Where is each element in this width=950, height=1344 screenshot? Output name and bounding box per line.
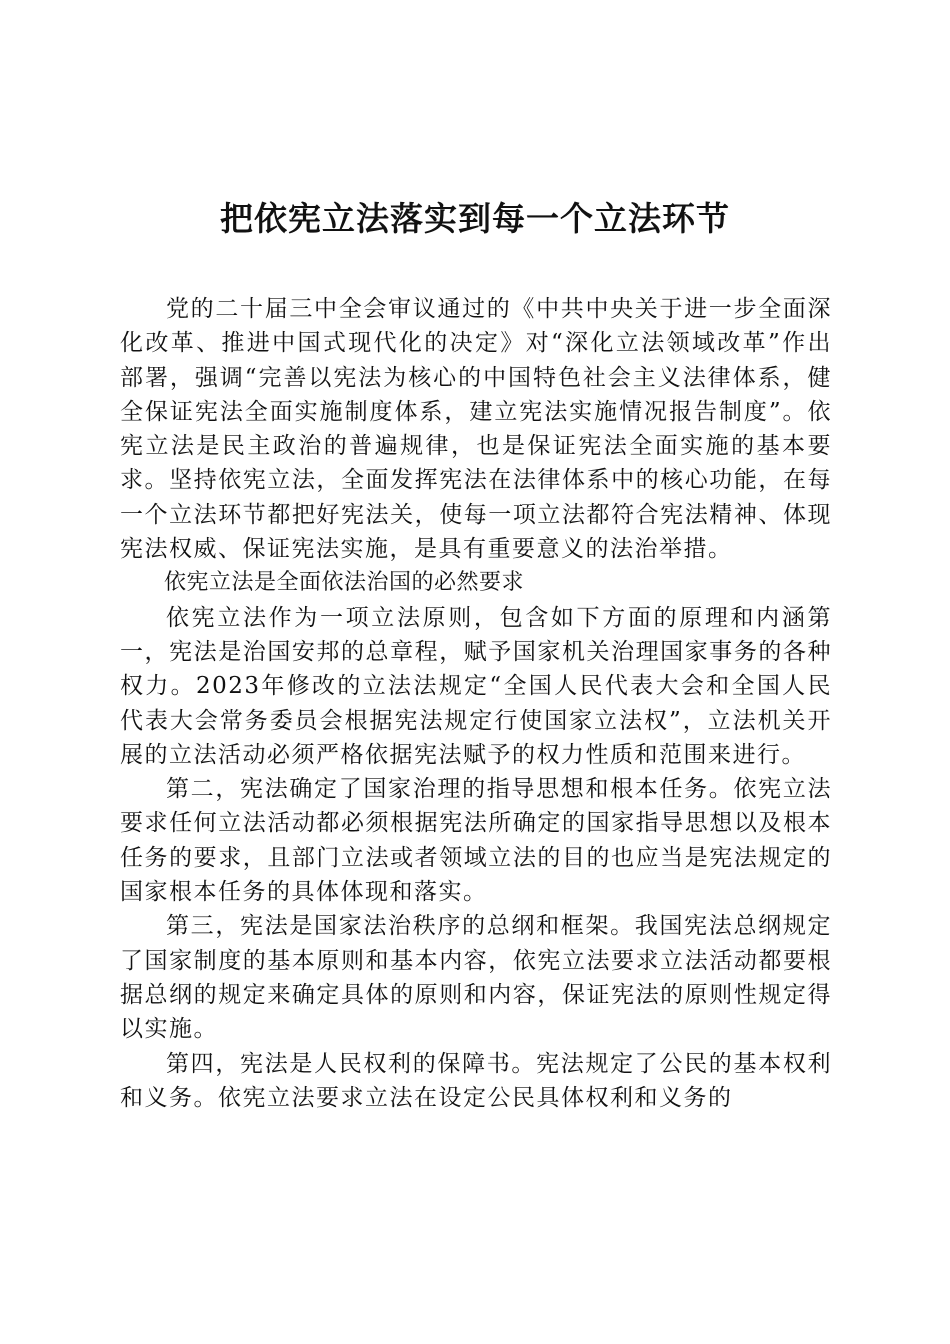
document-body [120,292,832,1115]
section-paragraph-4: 第四，宪法是人民权利的保障书。宪法规定了公民的基本权利和义务。依宪立法要求立法在设定公民具体权利和义务的 [120,1050,832,1111]
document-title: 把依宪立法落实到每一个立法环节 [220,199,730,238]
section-heading: 依宪立法是全面依法治国的必然要求 [164,570,525,596]
section-paragraph-2: 第二，宪法确定了国家治理的指导思想和根本任务。依宪立法要求任何立法活动都必须根据宪法所确定的国家指导思想以及根本任务的要求，且部门立法或者领域立法的目的也应当是宪法规定的国家根本任务的具体体现和落实。 [120,776,832,906]
intro-paragraph: 党的二十届三中全会审议通过的《中共中央关于进一步全面深化改革、推进中国式现代化的决定》对“深化立法领域改革”作出部署，强调“完善以宪法为核心的中国特色社会主义法律体系，健全保证宪法全面实施制度体系，建立宪法实施情况报告制度”。依宪立法是民主政治的普遍规律，也是保证宪法全面实施的基本要求。坚持依宪立法，全面发挥宪法在法律体系中的核心功能，在每一个立法环节都把好宪法关，使每一项立法都符合宪法精神、体现宪法权威、保证宪法实施，是具有重要意义的法治举措。 [120,296,832,563]
section-paragraph-1: 依宪立法作为一项立法原则，包含如下方面的原理和内涵第一，宪法是治国安邦的总章程，赋予国家机关治理国家事务的各种权力。2023年修改的立法法规定“全国人民代表大会和全国人民代表大会常务委员会根据宪法规定行使国家立法权”，立法机关开展的立法活动必须严格依据宪法赋予的权力性质和范围来进行。 [120,604,832,768]
section-paragraph-3: 第三，宪法是国家法治秩序的总纲和框架。我国宪法总纲规定了国家制度的基本原则和基本内容，依宪立法要求立法活动都要根据总纲的规定来确定具体的原则和内容，保证宪法的原则性规定得以实施。 [120,913,832,1043]
